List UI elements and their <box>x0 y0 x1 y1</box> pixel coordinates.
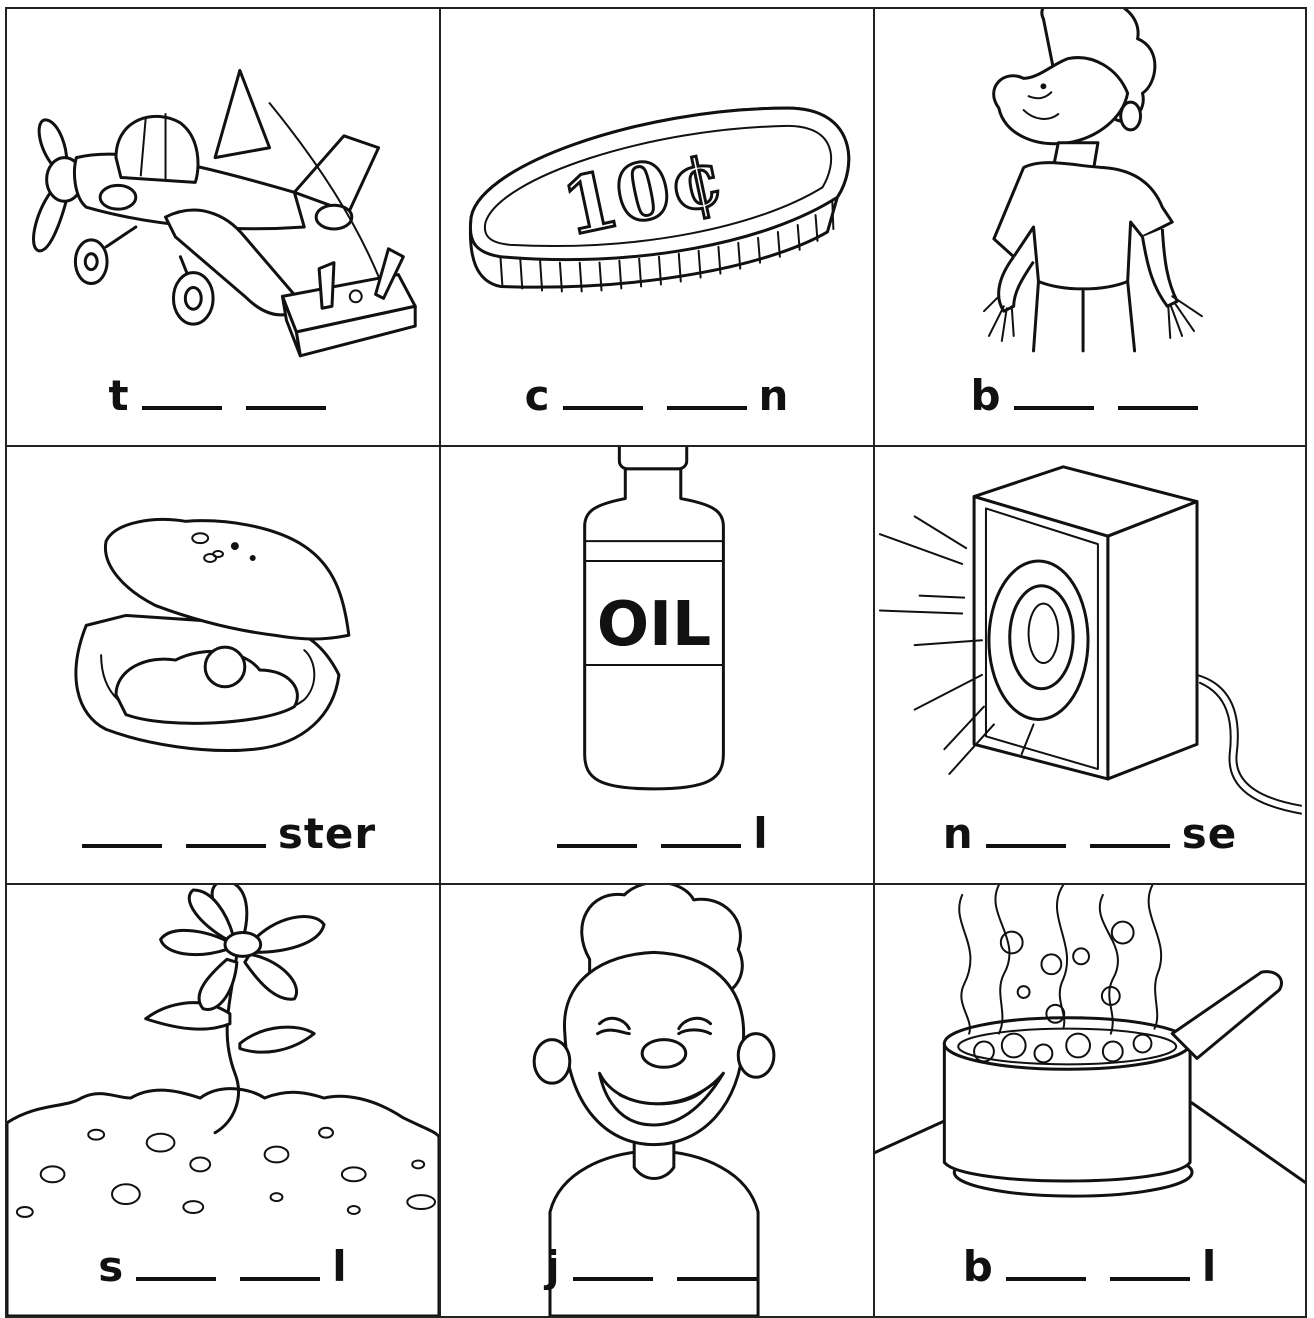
word-coin <box>441 373 873 419</box>
word-soil <box>7 1244 439 1290</box>
letter-blank[interactable] <box>142 406 222 410</box>
letter-blank[interactable] <box>186 844 266 848</box>
word-boil <box>875 1244 1305 1290</box>
word-letters: se <box>1181 809 1238 858</box>
coin-label: 10¢ <box>554 131 732 254</box>
letter-blank[interactable] <box>986 844 1066 848</box>
word-letters: ster <box>277 809 377 858</box>
cell-laughing-boy <box>439 883 875 1318</box>
cell-speaker <box>873 445 1307 885</box>
letter-blank[interactable] <box>661 844 741 848</box>
word-letters: j <box>545 1242 561 1291</box>
word-noise <box>875 811 1305 857</box>
cell-oil <box>439 445 875 885</box>
letter-blank[interactable] <box>557 844 637 848</box>
word-letters: t <box>108 371 130 420</box>
letter-blank[interactable] <box>1090 844 1170 848</box>
cell-coin <box>439 7 875 447</box>
letter-blank[interactable] <box>573 1277 653 1281</box>
letter-blank[interactable] <box>1118 406 1198 410</box>
word-letters: l <box>1201 1242 1218 1291</box>
letter-blank[interactable] <box>677 1277 757 1281</box>
cell-boy <box>873 7 1307 447</box>
letter-blank[interactable] <box>82 844 162 848</box>
word-letters: n <box>942 809 974 858</box>
word-boy <box>875 373 1305 419</box>
cell-flower <box>5 883 441 1318</box>
word-letters: n <box>758 371 790 420</box>
bottle-label: OIL <box>596 589 712 661</box>
letter-blank[interactable] <box>246 406 326 410</box>
letter-blank[interactable] <box>667 406 747 410</box>
word-letters: l <box>332 1242 348 1291</box>
letter-blank[interactable] <box>563 406 643 410</box>
letter-blank[interactable] <box>1014 406 1094 410</box>
cell-boiling-pot <box>873 883 1307 1318</box>
word-plane <box>7 373 439 419</box>
word-letters: s <box>98 1242 125 1291</box>
worksheet <box>5 7 1307 1318</box>
worksheet-grid <box>5 7 1307 1318</box>
word-oyster <box>7 811 439 857</box>
word-letters: c <box>524 371 551 420</box>
word-letters: b <box>970 371 1002 420</box>
word-oil <box>441 811 873 857</box>
letter-blank[interactable] <box>1110 1277 1190 1281</box>
cell-oyster <box>5 445 441 885</box>
letter-blank[interactable] <box>240 1277 320 1281</box>
letter-blank[interactable] <box>1006 1277 1086 1281</box>
word-letters: l <box>753 809 769 858</box>
word-letters: b <box>962 1242 994 1291</box>
cell-plane <box>5 7 441 447</box>
word-joy <box>441 1244 873 1290</box>
letter-blank[interactable] <box>136 1277 216 1281</box>
